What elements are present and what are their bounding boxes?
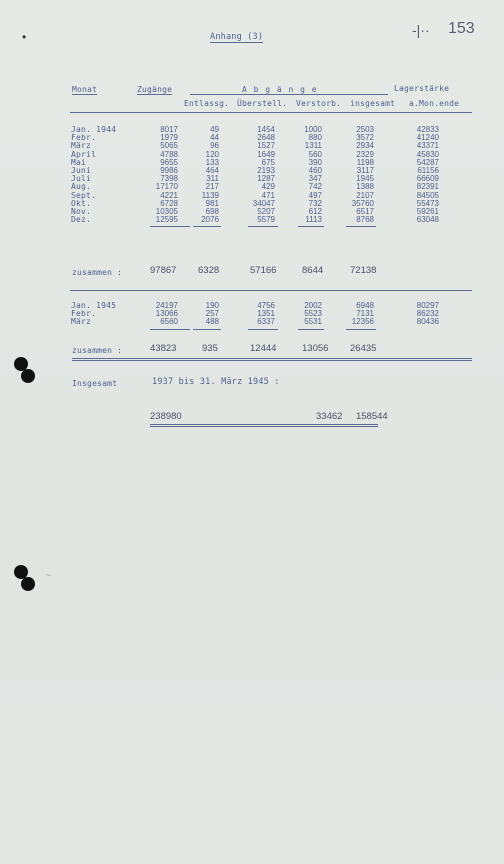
- value-cell: 2107: [356, 190, 374, 200]
- value-cell: 66609: [416, 174, 439, 184]
- month-cell: Okt.: [71, 198, 92, 208]
- sum-insgesamt-1944: 72138: [350, 265, 377, 276]
- value-cell: 34047: [252, 198, 275, 208]
- sum-rule: [193, 226, 221, 227]
- value-cell: 2934: [356, 141, 374, 151]
- value-cell: 5207: [257, 206, 275, 216]
- value-cell: 742: [308, 182, 322, 192]
- value-cell: 54287: [416, 157, 439, 167]
- month-cell: Jan. 1945: [71, 301, 117, 310]
- entlassg-1944: [201, 126, 219, 224]
- sum-entlassg-1945: 935: [202, 343, 218, 354]
- value-cell: 311: [206, 174, 219, 184]
- value-cell: 1388: [356, 182, 374, 192]
- value-cell: 45830: [416, 149, 439, 159]
- value-cell: 41240: [416, 133, 439, 143]
- value-cell: 10305: [155, 206, 178, 216]
- punch-hole: [21, 577, 35, 591]
- value-cell: 1351: [257, 309, 275, 319]
- value-cell: 217: [205, 182, 219, 192]
- sum-verstorb-1944: 8644: [302, 265, 324, 276]
- value-cell: 2648: [257, 133, 275, 143]
- value-cell: 8768: [356, 215, 374, 225]
- value-cell: 5531: [304, 317, 322, 327]
- value-cell: 675: [261, 157, 275, 167]
- value-cell: 347: [308, 174, 322, 184]
- value-cell: 612: [308, 206, 322, 216]
- sum-label-1945: zusammen :: [72, 346, 123, 355]
- value-cell: 6560: [160, 317, 178, 327]
- sum-rule: [193, 329, 221, 330]
- total-label: Insgesamt: [72, 379, 118, 388]
- value-cell: 96: [210, 141, 219, 151]
- header-rule: [70, 112, 472, 113]
- header-lagerstaerke: Lagerstärke: [394, 84, 450, 93]
- value-cell: 981: [205, 198, 219, 208]
- header-monat: Monat: [72, 85, 98, 94]
- sum-rule: [298, 226, 324, 227]
- value-cell: 6337: [257, 317, 275, 327]
- value-cell: 460: [308, 165, 322, 175]
- value-cell: 4221: [160, 190, 178, 200]
- value-cell: 80297: [416, 301, 439, 310]
- value-cell: 9655: [160, 157, 178, 167]
- month-cell: Febr.: [71, 133, 97, 143]
- value-cell: 2503: [356, 125, 374, 134]
- lager-1945: [417, 302, 439, 327]
- value-cell: 3572: [356, 133, 374, 143]
- value-cell: 257: [205, 309, 219, 319]
- ueberstell-1945: [257, 302, 275, 327]
- value-cell: 7131: [356, 309, 374, 319]
- value-cell: 24197: [155, 301, 178, 310]
- double-rule: [72, 358, 472, 361]
- sum-rule: [346, 329, 376, 330]
- value-cell: 1198: [356, 157, 374, 167]
- sum-rule: [298, 329, 324, 330]
- sum-rule: [150, 329, 190, 330]
- entlassg-1945: [206, 302, 219, 327]
- value-cell: 84505: [416, 190, 439, 200]
- value-cell: 1113: [305, 215, 322, 225]
- value-cell: 6517: [356, 206, 374, 216]
- abgaenge-rule: [190, 94, 388, 95]
- value-cell: 49: [210, 125, 219, 134]
- value-cell: 2329: [356, 149, 374, 159]
- sum-rule: [248, 329, 278, 330]
- value-cell: 43371: [416, 141, 439, 151]
- total-insgesamt: 158544: [356, 411, 388, 422]
- month-cell: Juli: [71, 174, 92, 184]
- sum-rule: [248, 226, 278, 227]
- value-cell: 1979: [160, 133, 178, 143]
- value-cell: 2076: [201, 215, 219, 225]
- value-cell: 59261: [416, 206, 439, 216]
- month-cell: Mai: [71, 157, 87, 167]
- zugaenge-1945: [156, 302, 178, 327]
- month-cell: Dez.: [71, 215, 92, 225]
- value-cell: 133: [205, 157, 219, 167]
- value-cell: 44: [210, 133, 219, 143]
- value-cell: 4788: [160, 149, 178, 159]
- value-cell: 13066: [155, 309, 178, 319]
- value-cell: 1945: [356, 174, 374, 184]
- value-cell: 471: [261, 190, 275, 200]
- value-cell: 732: [308, 198, 322, 208]
- insgesamt-1945: [352, 302, 374, 327]
- lager-1944: [417, 126, 439, 224]
- value-cell: 1000: [304, 125, 322, 134]
- value-cell: 9986: [160, 165, 178, 175]
- value-cell: 190: [205, 301, 219, 310]
- sum-entlassg-1944: 6328: [198, 265, 220, 276]
- month-cell: Aug.: [71, 182, 92, 192]
- month-cell: Sept.: [71, 190, 97, 200]
- value-cell: 1649: [257, 149, 275, 159]
- sum-ueberstell-1944: 57166: [250, 265, 277, 276]
- page-number: 153: [448, 20, 475, 37]
- sum-ueberstell-1945: 12444: [250, 343, 277, 354]
- sum-label-1944: zusammen :: [72, 268, 123, 277]
- sum-zugaenge-1944: 97867: [150, 265, 177, 276]
- margin-mark: •: [22, 30, 27, 44]
- month-cell: April: [71, 149, 97, 159]
- value-cell: 80436: [416, 317, 439, 327]
- header-entlassg: Entlassg.: [184, 99, 230, 108]
- value-cell: 2193: [257, 165, 275, 175]
- value-cell: 120: [205, 149, 219, 159]
- punch-hole: [21, 369, 35, 383]
- page-title: Anhang (3): [210, 32, 264, 42]
- value-cell: 488: [205, 317, 219, 327]
- total-double-rule: [150, 424, 378, 427]
- ueberstell-1944: [253, 126, 275, 224]
- sum-verstorb-1945: 13056: [302, 343, 329, 354]
- value-cell: 1139: [201, 190, 219, 200]
- value-cell: 8017: [160, 125, 178, 134]
- sum-zugaenge-1945: 43823: [150, 343, 177, 354]
- value-cell: 4756: [257, 301, 275, 310]
- value-cell: 63048: [416, 215, 439, 225]
- header-a-mon-ende: a.Mon.ende: [409, 99, 460, 108]
- block-rule: [70, 290, 472, 291]
- header-zugaenge: Zugänge: [137, 85, 173, 94]
- header-verstorb: Verstorb.: [296, 99, 342, 108]
- value-cell: 464: [205, 165, 219, 175]
- total-verstorb: 33462: [316, 411, 343, 422]
- month-cell: Juni: [71, 165, 92, 175]
- total-zugaenge: 238980: [150, 411, 182, 422]
- value-cell: 5523: [304, 309, 322, 319]
- value-cell: 1527: [257, 141, 275, 151]
- header-insgesamt: insgesamt: [350, 99, 396, 108]
- value-cell: 497: [308, 190, 322, 200]
- sum-rule: [346, 226, 376, 227]
- value-cell: 429: [261, 182, 275, 192]
- value-cell: 880: [308, 133, 322, 143]
- sum-rule: [150, 226, 190, 227]
- margin-scribble: ~: [46, 570, 52, 580]
- value-cell: 82391: [416, 182, 439, 192]
- value-cell: 42833: [416, 125, 439, 134]
- value-cell: 390: [308, 157, 322, 167]
- value-cell: 1311: [304, 141, 322, 151]
- value-cell: 86232: [416, 309, 439, 319]
- header-ueberstell: Überstell.: [237, 99, 288, 108]
- value-cell: 17170: [155, 182, 178, 192]
- value-cell: 6948: [356, 301, 374, 310]
- value-cell: 7398: [160, 174, 178, 184]
- value-cell: 1287: [257, 174, 275, 184]
- hand-mark: -|··: [412, 22, 430, 38]
- value-cell: 1454: [257, 125, 275, 134]
- value-cell: 698: [205, 206, 219, 216]
- value-cell: 12356: [351, 317, 374, 327]
- value-cell: 61156: [417, 165, 439, 175]
- verstorb-1945: [304, 302, 322, 327]
- months-1944: [71, 126, 116, 224]
- month-cell: Jan. 1944: [71, 125, 117, 134]
- month-cell: März: [71, 317, 92, 327]
- value-cell: 6728: [160, 198, 178, 208]
- value-cell: 5579: [257, 215, 275, 225]
- total-period: 1937 bis 31. März 1945 :: [152, 377, 280, 387]
- value-cell: 55473: [416, 198, 439, 208]
- value-cell: 12595: [155, 215, 178, 225]
- insgesamt-1944: [352, 126, 374, 224]
- verstorb-1944: [304, 126, 322, 224]
- value-cell: 560: [308, 149, 322, 159]
- value-cell: 3117: [356, 165, 374, 175]
- value-cell: 2002: [304, 301, 322, 310]
- header-abgaenge: A b g ä n g e: [242, 85, 318, 94]
- month-cell: Febr.: [71, 309, 97, 319]
- value-cell: 5065: [160, 141, 178, 151]
- month-cell: Nov.: [71, 206, 92, 216]
- sum-insgesamt-1945: 26435: [350, 343, 377, 354]
- zugaenge-1944: [156, 126, 178, 224]
- month-cell: März: [71, 141, 92, 151]
- months-1945: [71, 302, 116, 327]
- value-cell: 35760: [351, 198, 374, 208]
